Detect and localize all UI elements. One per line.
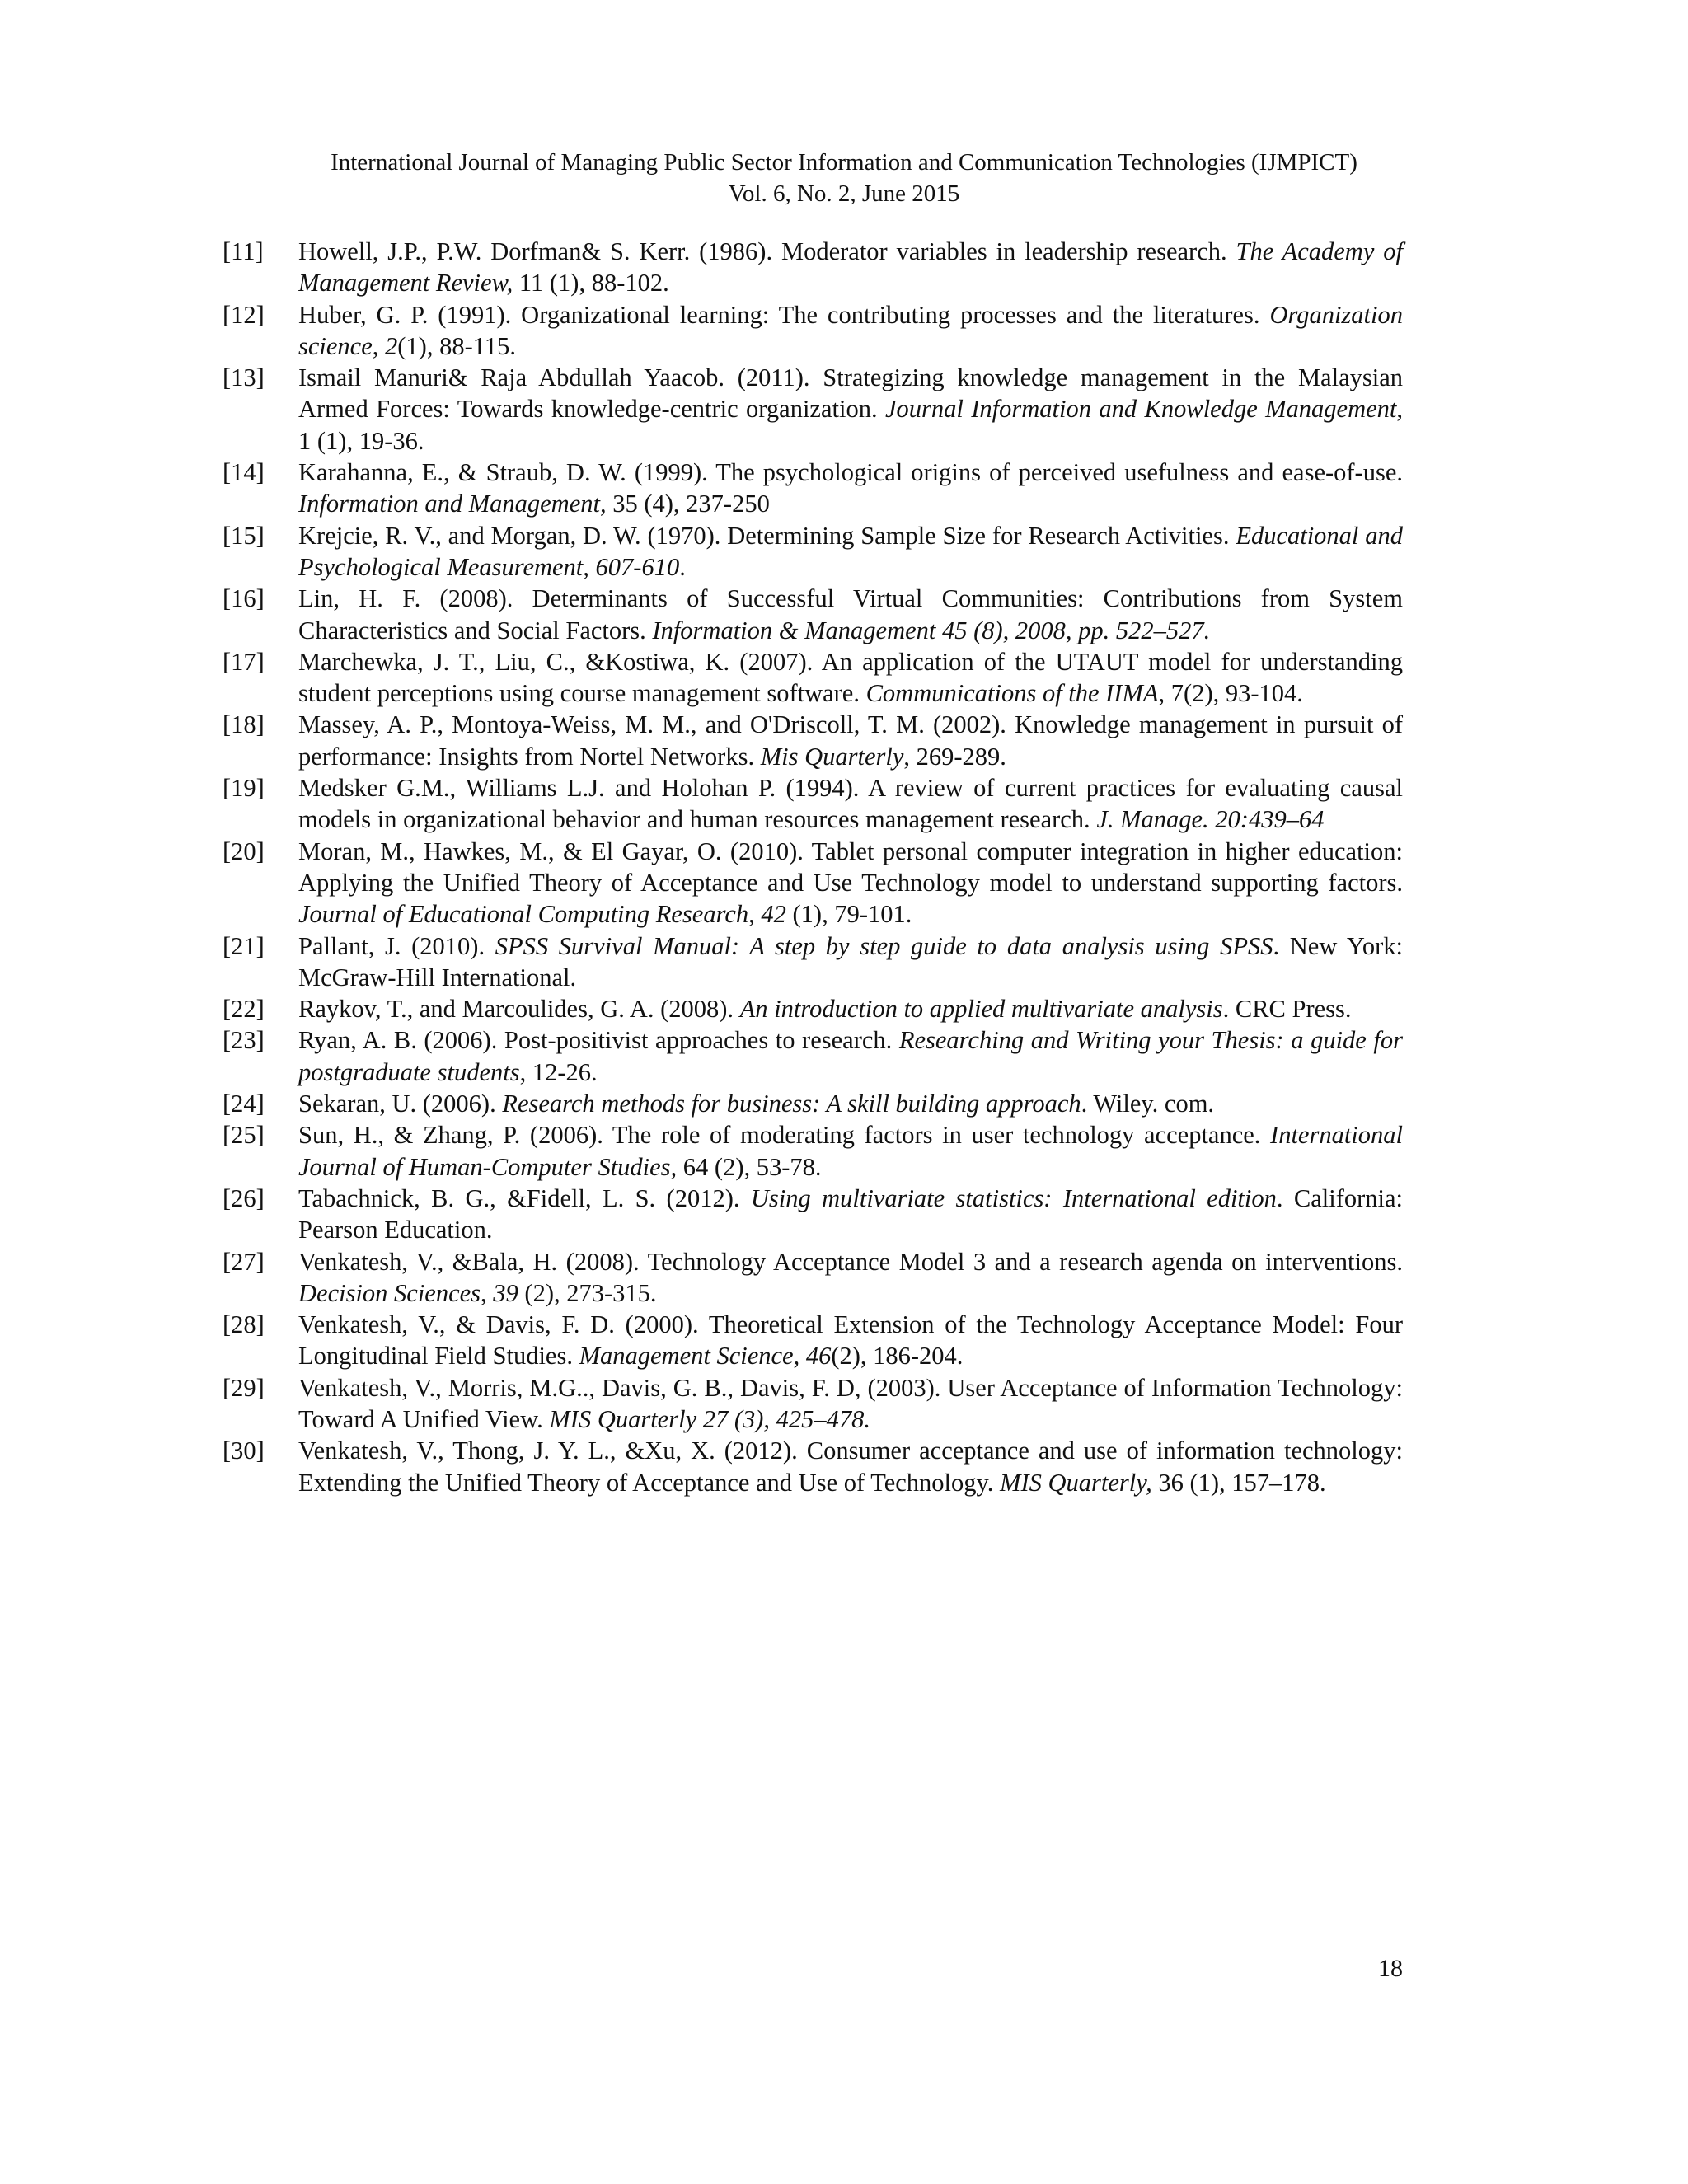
reference-text: Tabachnick, B. G., &Fidell, L. S. (2012). Using multivariate statistics: International edition. California: Pearson Education. <box>298 1183 1403 1244</box>
reference-text: Sun, H., & Zhang, P. (2006). The role of moderating factors in user technology acceptance. International Journal of Human-Computer Studies, 64 (2), 53-78. <box>298 1121 1403 1181</box>
reference-text: Ryan, A. B. (2006). Post-positivist approaches to research. Researching and Writing your Thesis: a guide for postgraduate students, 12-26. <box>298 1026 1403 1086</box>
reference-number: [23] <box>223 1026 265 1055</box>
reference-item <box>223 709 1403 772</box>
reference-number: [15] <box>223 521 265 550</box>
reference-text: Venkatesh, V., Thong, J. Y. L., &Xu, X. (2012). Consumer acceptance and use of information technology: Extending the Unified Theory of Acceptance and Use of Technology. MIS Quarterly, 36 (1), 157–178. <box>298 1436 1403 1497</box>
reference-number: [14] <box>223 458 265 487</box>
reference-number: [19] <box>223 774 265 803</box>
reference-number: [21] <box>223 931 265 960</box>
reference-text: Krejcie, R. V., and Morgan, D. W. (1970). Determining Sample Size for Research Activities. Educational and Psychological Measurement, 607-610. <box>298 521 1403 581</box>
reference-number: [17] <box>223 647 265 676</box>
reference-number: [27] <box>223 1247 265 1276</box>
reference-text: Massey, A. P., Montoya-Weiss, M. M., and O'Driscoll, T. M. (2002). Knowledge management in pursuit of performance: Insights from Nortel Networks. Mis Quarterly, 269-289. <box>298 710 1403 771</box>
reference-text: Moran, M., Hawkes, M., & El Gayar, O. (2010). Tablet personal computer integration in higher education: Applying the Unified Theory of Acceptance and Use Technology model to understand supporting factors. Journal of Educational Computing Research, 42 (1), 79-101. <box>298 837 1403 929</box>
reference-item <box>223 583 1403 646</box>
reference-text: Venkatesh, V., &Bala, H. (2008). Technology Acceptance Model 3 and a research agenda on interventions. Decision Sciences, 39 (2), 273-315. <box>298 1247 1403 1307</box>
reference-item <box>223 1119 1403 1183</box>
reference-item <box>223 1309 1403 1372</box>
journal-issue: Vol. 6, No. 2, June 2015 <box>728 180 960 207</box>
reference-item <box>223 1246 1403 1310</box>
reference-item <box>223 1088 1403 1119</box>
reference-number: [25] <box>223 1121 265 1150</box>
reference-text: Sekaran, U. (2006). Research methods for business: A skill building approach. Wiley. com. <box>298 1090 1215 1118</box>
reference-number: [26] <box>223 1183 265 1212</box>
page-number: 18 <box>1378 1955 1403 1982</box>
reference-number: [11] <box>223 237 264 265</box>
reference-item <box>223 1183 1403 1246</box>
reference-item <box>223 1024 1403 1088</box>
reference-text: Karahanna, E., & Straub, D. W. (1999). The psychological origins of perceived usefulness and ease-of-use. Information and Management, 35 (4), 237-250 <box>298 458 1403 518</box>
reference-text: Pallant, J. (2010). SPSS Survival Manual: A step by step guide to data analysis using SPSS. New York: McGraw-Hill International. <box>298 931 1403 991</box>
reference-item <box>223 236 1403 299</box>
reference-item <box>223 993 1403 1024</box>
reference-number: [13] <box>223 363 265 392</box>
reference-item <box>223 836 1403 930</box>
reference-number: [18] <box>223 710 265 739</box>
reference-number: [12] <box>223 300 265 329</box>
reference-number: [22] <box>223 995 265 1024</box>
reference-item <box>223 1435 1403 1498</box>
reference-number: [16] <box>223 584 265 613</box>
reference-number: [20] <box>223 837 265 865</box>
journal-title: International Journal of Managing Public Sector Information and Communication Technologies (IJMPICT) <box>331 149 1357 176</box>
reference-number: [30] <box>223 1436 265 1465</box>
reference-text: Ismail Manuri& Raja Abdullah Yaacob. (2011). Strategizing knowledge management in the Malaysian Armed Forces: Towards knowledge-centric organization. Journal Information and Knowledge Management, 1 (1), 19-36. <box>298 363 1403 455</box>
reference-item <box>223 646 1403 710</box>
reference-text: Lin, H. F. (2008). Determinants of Successful Virtual Communities: Contributions from System Characteristics and Social Factors. Information & Management 45 (8), 2008, pp. 522–527. <box>298 584 1403 644</box>
reference-item <box>223 362 1403 457</box>
reference-text: Venkatesh, V., Morris, M.G.., Davis, G. B., Davis, F. D, (2003). User Acceptance of Information Technology: Toward A Unified View. MIS Quarterly 27 (3), 425–478. <box>298 1373 1403 1433</box>
reference-item <box>223 930 1403 994</box>
running-header <box>0 147 1688 209</box>
reference-number: [29] <box>223 1373 265 1402</box>
reference-item <box>223 457 1403 520</box>
reference-item <box>223 299 1403 363</box>
reference-list <box>223 236 1403 1498</box>
reference-text: Raykov, T., and Marcoulides, G. A. (2008). An introduction to applied multivariate analysis. CRC Press. <box>298 995 1352 1024</box>
reference-text: Marchewka, J. T., Liu, C., &Kostiwa, K. (2007). An application of the UTAUT model for understanding student perceptions using course management software. Communications of the IIMA, 7(2), 93-104. <box>298 647 1403 708</box>
reference-item <box>223 1372 1403 1436</box>
reference-item <box>223 772 1403 836</box>
reference-text: Venkatesh, V., & Davis, F. D. (2000). Theoretical Extension of the Technology Acceptance Model: Four Longitudinal Field Studies. Management Science, 46(2), 186-204. <box>298 1310 1403 1371</box>
reference-text: Huber, G. P. (1991). Organizational learning: The contributing processes and the literatures. Organization science, 2(1), 88-115. <box>298 300 1403 360</box>
reference-text: Howell, J.P., P.W. Dorfman& S. Kerr. (1986). Moderator variables in leadership research. The Academy of Management Review, 11 (1), 88-102. <box>298 237 1403 298</box>
reference-number: [28] <box>223 1310 265 1339</box>
reference-item <box>223 520 1403 583</box>
reference-number: [24] <box>223 1090 265 1118</box>
reference-text: Medsker G.M., Williams L.J. and Holohan P. (1994). A review of current practices for evaluating causal models in organizational behavior and human resources management research. J. Manage. 20:439–64 <box>298 774 1403 834</box>
